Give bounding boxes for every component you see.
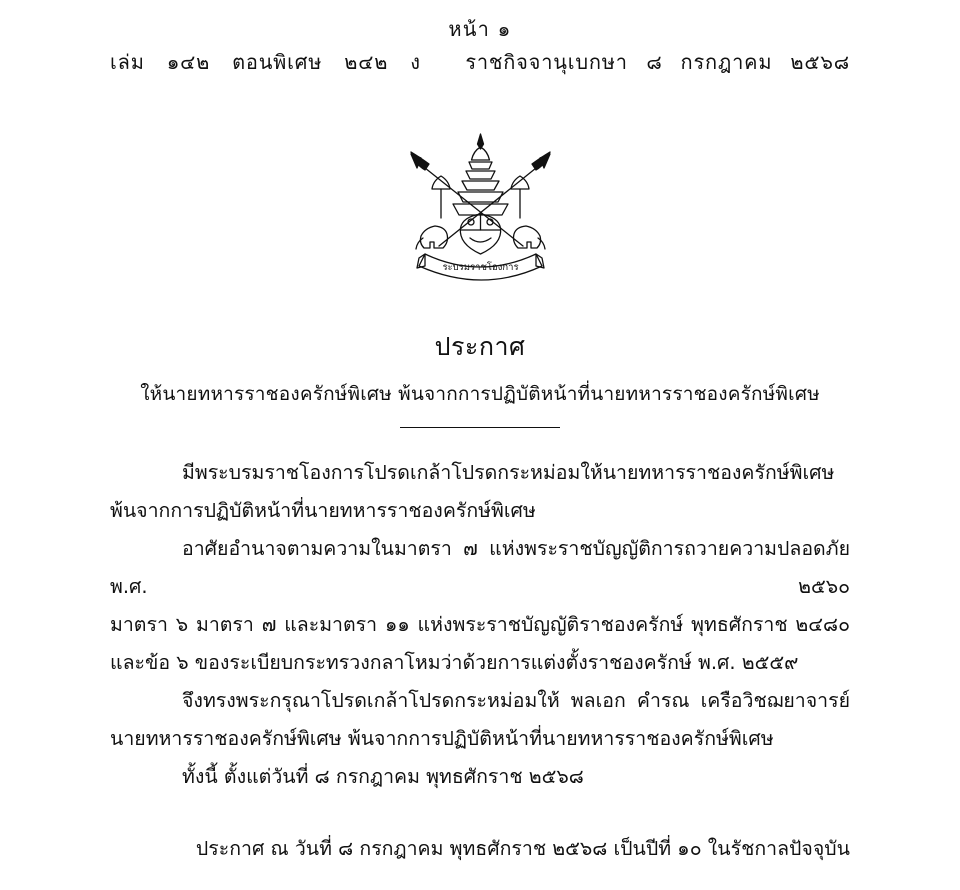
body-paragraph: และข้อ ๖ ของระเบียบกระทรวงกลาโหมว่าด้วยการแต่งตั้งราชองครักษ์ พ.ศ. ๒๕๕๙ xyxy=(110,651,799,675)
header-date-group xyxy=(646,46,850,78)
document-body xyxy=(110,454,850,796)
date-day: ๘ xyxy=(646,50,663,74)
body-paragraph: มีพระบรมราชโองการโปรดเกล้าโปรดกระหม่อมให้นายทหารราชองครักษ์พิเศษ xyxy=(182,461,835,484)
section-label: ตอนพิเศษ xyxy=(232,50,323,74)
title-divider xyxy=(400,427,560,428)
date-year: ๒๕๖๘ xyxy=(790,50,850,74)
body-paragraph: ทั้งนี้ ตั้งแต่วันที่ ๘ กรกฎาคม พุทธศักราช ๒๕๖๘ xyxy=(182,765,584,789)
page-header xyxy=(110,46,850,78)
document-subtitle: ให้นายทหารราชองครักษ์พิเศษ พ้นจากการปฏิบัติหน้าที่นายทหารราชองครักษ์พิเศษ xyxy=(140,383,820,405)
emblem-container xyxy=(0,126,960,301)
date-month: กรกฎาคม xyxy=(680,50,773,74)
section-number: ๒๔๒ xyxy=(344,50,389,74)
volume-label: เล่ม xyxy=(110,50,145,74)
royal-thai-emblem-icon xyxy=(373,126,588,301)
emblem-ribbon-text: ระบรมราชโองการ xyxy=(441,262,519,273)
closing-statement: ประกาศ ณ วันที่ ๘ กรกฎาคม พุทธศักราช ๒๕๖๘ เป็นปีที่ ๑๐ ในรัชกาลปัจจุบัน xyxy=(195,837,850,861)
body-paragraph: อาศัยอำนาจตามความในมาตรา ๗ แห่งพระราชบัญญัติการถวายความปลอดภัย พ.ศ. ๒๕๖๐ xyxy=(110,537,850,599)
body-paragraph: นายทหารราชองครักษ์พิเศษ พ้นจากการปฏิบัติหน้าที่นายทหารราชองครักษ์พิเศษ xyxy=(110,727,774,751)
body-paragraph: จึงทรงพระกรุณาโปรดเกล้าโปรดกระหม่อมให้ พลเอก คำรณ เครือวิชฌยาจารย์ xyxy=(182,689,850,713)
header-volume-group xyxy=(110,46,421,78)
gazette-page xyxy=(0,18,960,890)
document-title: ประกาศ xyxy=(434,332,526,361)
gazette-name: ราชกิจจานุเบกษา xyxy=(465,50,628,74)
body-paragraph: มาตรา ๖ มาตรา ๗ และมาตรา ๑๑ แห่งพระราชบัญญัติราชองครักษ์ พุทธศักราช ๒๔๘๐ xyxy=(110,613,850,637)
section-suffix: ง xyxy=(410,50,421,74)
volume-number: ๑๔๒ xyxy=(166,50,211,74)
page-number: หน้า ๑ xyxy=(448,17,512,41)
body-paragraph: พ้นจากการปฏิบัติหน้าที่นายทหารราชองครักษ์พิเศษ xyxy=(110,499,536,523)
